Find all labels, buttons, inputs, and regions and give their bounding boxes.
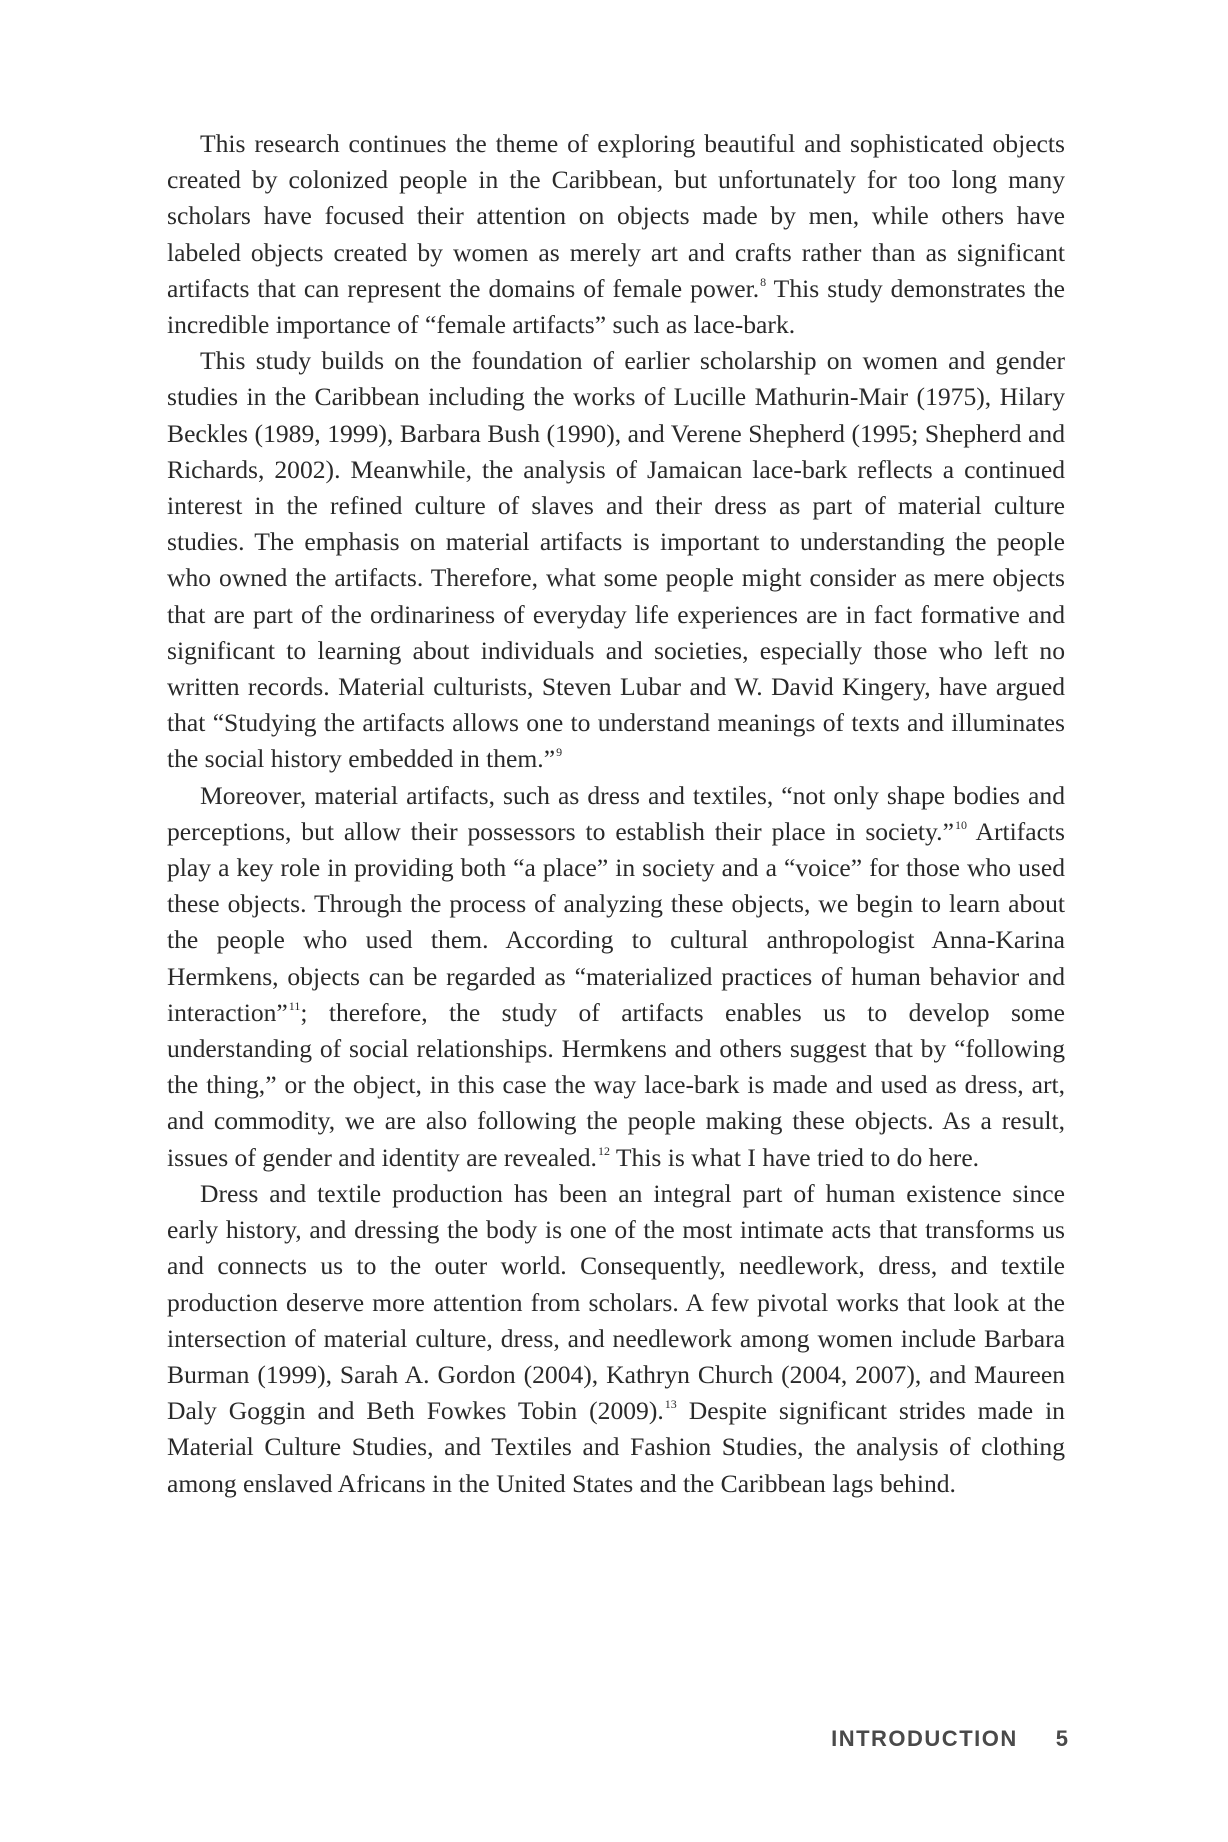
paragraph-1-text-b: This study demonstrates the incredible importance of “female artifacts” such as lace-bark. (167, 273, 1066, 340)
paragraph-3-text-b: Artifacts play a key role in providing both “a place” in society and a “voice” for those who used these objects. Through the process of analyzing these objects, we begin to learn about the people who used them. According to cultural anthropologist Anna-Karina Hermkens, objects can be regarded as “materialized practices of human behavior and interaction” (167, 816, 1065, 1027)
paragraph-4-text-b: Despite significant strides made in Material Culture Studies, and Textiles and Fashion Studies, the analysis of clothing among enslaved Africans in the United States and the Caribbean lags behind. (167, 1396, 1065, 1498)
paragraph-3-text-d: This is what I have tried to do here. (609, 1142, 980, 1172)
paragraph-3-text-c: ; therefore, the study of artifacts enables us to develop some understanding of social relationships. Hermkens and others suggest that by “following the thing,” or the object, in this case the way lace-bark is made and used as dress, art, and commodity, we are also following the people making these objects. As a result, issues of gender and identity are revealed. (167, 997, 1065, 1172)
paragraph-2 (167, 343, 1065, 777)
paragraph-1 (167, 126, 1065, 343)
paragraph-2-text-a: This study builds on the foundation of earlier scholarship on women and gender studies in the Caribbean including the works of Lucille Mathurin-Mair (1975), Hilary Beckles (1989, 1999), Barbara Bush (1990), and Verene Shepherd (1995; Shepherd and Richards, 2002). Meanwhile, the analysis of Jamaican lace-bark reflects a continued interest in the refined culture of slaves and their dress as part of material culture studies. The emphasis on material artifacts is important to understanding the people who owned the artifacts. Therefore, what some people might consider as mere objects that are part of the ordinariness of everyday life experiences are in fact formative and significant to learning about individuals and societies, especially those who left no written records. Material culturists, Steven Lubar and W. David Kingery, have argued that “Studying the artifacts allows one to understand meanings of texts and illuminates the social history embedded in them.” (167, 346, 1065, 774)
footnote-ref-13[interactable]: 13 (664, 1397, 677, 1412)
footnote-ref-10[interactable]: 10 (954, 817, 967, 832)
footnote-ref-8[interactable]: 8 (760, 274, 767, 289)
footnote-ref-9[interactable]: 9 (556, 745, 563, 760)
page-number: 5 (1055, 1726, 1068, 1751)
body-text (167, 126, 1065, 1502)
paragraph-1-text-a: This research continues the theme of exploring beautiful and sophisticated objects created by colonized people in the Caribbean, but unfortunately for too long many scholars have focused their attention on objects made by men, while others have labeled objects created by women as merely art and crafts rather than as significant artifacts that can represent the domains of female power. (167, 129, 1065, 303)
paragraph-4 (167, 1176, 1065, 1502)
paragraph-3-text-a: Moreover, material artifacts, such as dress and textiles, “not only shape bodies and perceptions, but allow their possessors to establish their place in society.” (167, 780, 1065, 846)
running-footer (700, 1726, 1068, 1752)
footnote-ref-11[interactable]: 11 (288, 998, 301, 1013)
paragraph-4-text-a: Dress and textile production has been an integral part of human existence since early history, and dressing the body is one of the most intimate acts that transforms us and connects us to the outer world. Consequently, needlework, dress, and textile production deserve more attention from scholars. A few pivotal works that look at the intersection of material culture, dress, and needlework among women include Barbara Burman (1999), Sarah A. Gordon (2004), Kathryn Church (2004, 2007), and Maureen Daly Goggin and Beth Fowkes Tobin (2009). (167, 1178, 1065, 1426)
footnote-ref-12[interactable]: 12 (597, 1143, 610, 1158)
paragraph-3 (167, 778, 1065, 1176)
section-label: INTRODUCTION (831, 1726, 1018, 1751)
